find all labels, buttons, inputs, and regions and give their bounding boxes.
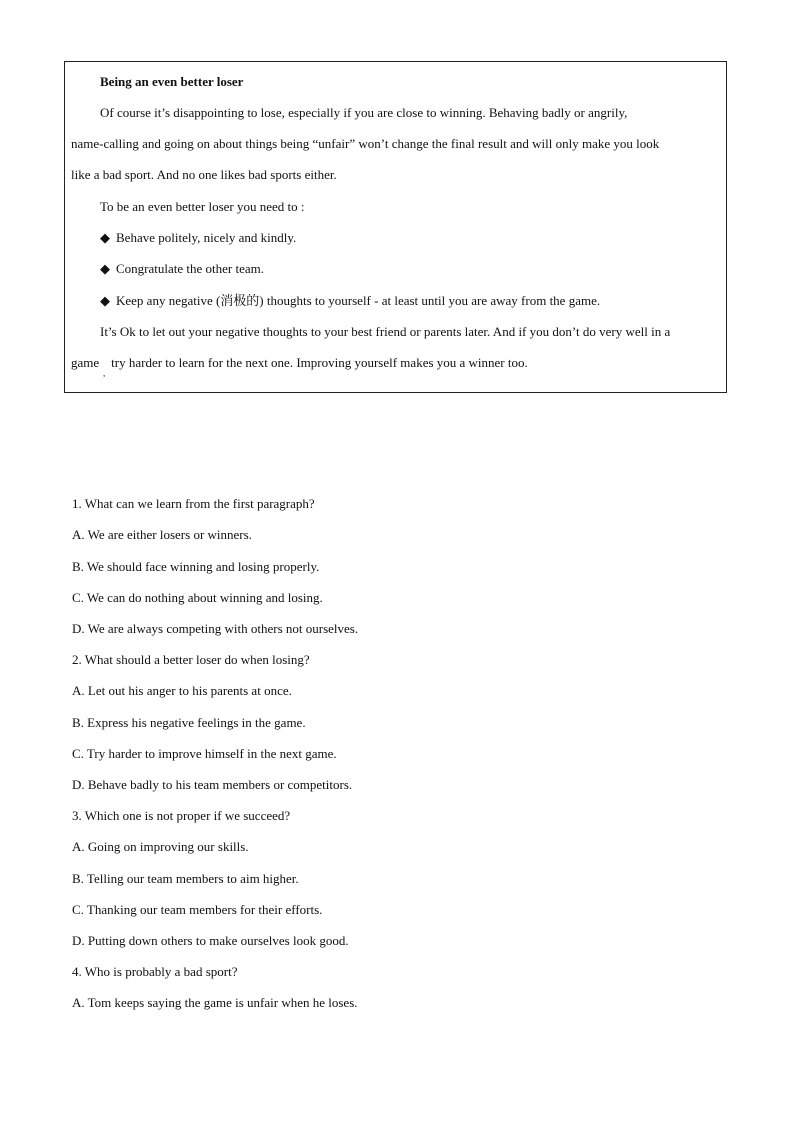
paragraph-3-line-2-start: game <box>71 355 100 370</box>
passage-title: Being an even better loser <box>100 74 244 89</box>
bullet-text: Congratulate the other team. <box>116 261 265 276</box>
option-3a: A. Going on improving our skills. <box>72 839 249 854</box>
option-1c: C. We can do nothing about winning and losing. <box>72 590 323 605</box>
paragraph-3-line-1: It’s Ok to let out your negative thoughts to your best friend or parents later. And if you don’t do very well in a <box>100 324 671 339</box>
option-2d: D. Behave badly to his team members or competitors. <box>72 777 353 792</box>
option-2b: B. Express his negative feelings in the game. <box>72 715 306 730</box>
question-2: 2. What should a better loser do when losing? <box>72 652 310 667</box>
diamond-icon: ◆ <box>100 261 110 276</box>
paragraph-1-line-1: Of course it’s disappointing to lose, especially if you are close to winning. Behaving badly or angrily, <box>100 105 628 120</box>
paragraph-2: To be an even better loser you need to : <box>100 199 305 214</box>
question-3: 3. Which one is not proper if we succeed? <box>72 808 291 823</box>
paragraph-1-line-2: name-calling and going on about things being “unfair” won’t change the final result and will only make you look <box>71 136 660 151</box>
bullet-item <box>100 230 296 246</box>
question-4: 4. Who is probably a bad sport? <box>72 964 238 979</box>
option-2a: A. Let out his anger to his parents at once. <box>72 683 292 698</box>
paragraph-3-line-2 <box>71 355 528 371</box>
paragraph-3-line-2-rest: try harder to learn for the next one. Improving yourself makes you a winner too. <box>111 355 528 370</box>
option-4a: A. Tom keeps saying the game is unfair when he loses. <box>72 995 358 1010</box>
diamond-icon: ◆ <box>100 293 110 308</box>
option-1b: B. We should face winning and losing properly. <box>72 559 320 574</box>
option-3d: D. Putting down others to make ourselves look good. <box>72 933 349 948</box>
passage-box <box>64 61 727 393</box>
bullet-text: Keep any negative (消极的) thoughts to yourself - at least until you are away from the game. <box>116 293 601 308</box>
diamond-icon: ◆ <box>100 230 110 245</box>
option-1a: A. We are either losers or winners. <box>72 527 252 542</box>
option-3c: C. Thanking our team members for their efforts. <box>72 902 323 917</box>
stray-comma: , <box>103 368 106 378</box>
option-1d: D. We are always competing with others not ourselves. <box>72 621 359 636</box>
option-2c: C. Try harder to improve himself in the next game. <box>72 746 337 761</box>
bullet-item <box>100 293 600 309</box>
bullet-item <box>100 261 264 277</box>
option-3b: B. Telling our team members to aim higher. <box>72 871 299 886</box>
paragraph-1-line-3: like a bad sport. And no one likes bad sports either. <box>71 167 337 182</box>
question-1: 1. What can we learn from the first paragraph? <box>72 496 315 511</box>
bullet-text: Behave politely, nicely and kindly. <box>116 230 297 245</box>
